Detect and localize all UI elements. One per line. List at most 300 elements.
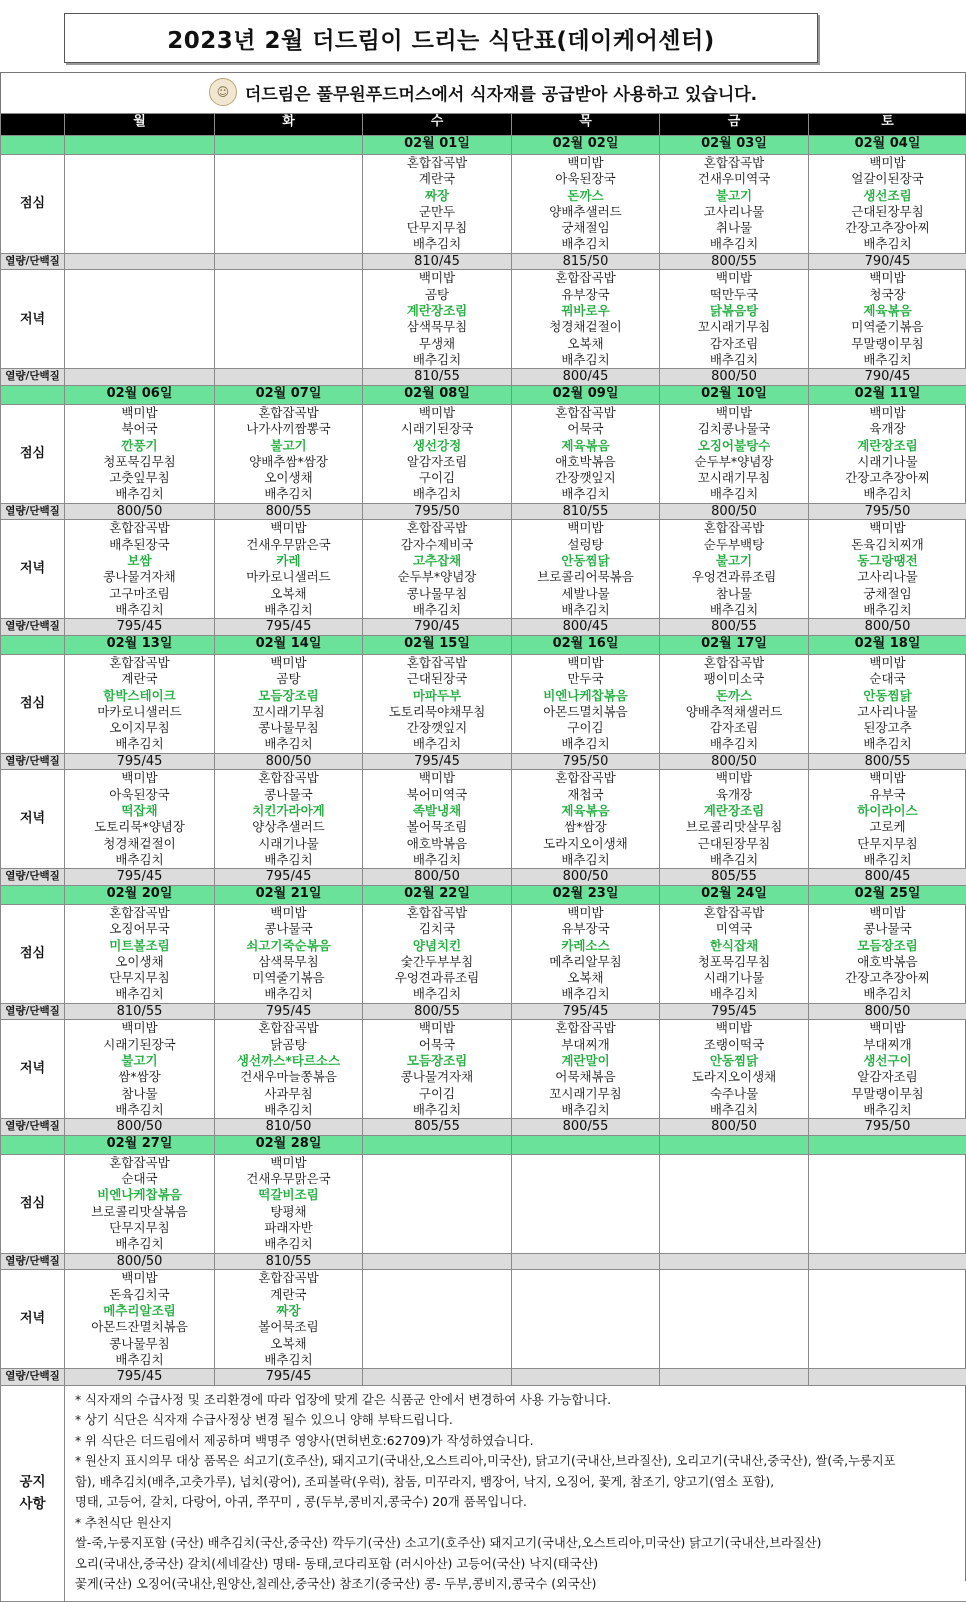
menu-item: 오복채 [512,336,659,352]
date-cell: 02월 06일 [65,385,215,404]
main-dish-item: 보쌈 [65,553,214,569]
menu-item: 애호박볶음 [363,836,511,852]
main-dish-item: 계란장조림 [809,438,966,454]
menu-item: 사과무침 [215,1086,362,1102]
nutrition-cell [660,1253,809,1270]
menu-item: 청국장 [809,287,966,303]
menu-item: 배추김치 [363,352,511,368]
menu-item: 백미밥 [660,770,808,786]
menu-item: 고사리나물 [809,704,966,720]
menu-item: 청경채겉절이 [65,836,214,852]
main-dish-item: 생선조림 [809,188,966,204]
date-cell [363,1135,512,1154]
menu-item: 숯간두부부침 [363,954,511,970]
dinner-cell [65,1270,215,1369]
menu-item: 배추김치 [512,986,659,1002]
nutrition-cell [512,1253,660,1270]
menu-item: 구이김 [363,1086,511,1102]
main-dish-item: 제육볶음 [512,438,659,454]
menu-item: 백미밥 [215,1155,362,1171]
menu-item: 시래기나물 [215,836,362,852]
menu-item: 쌈*쌈장 [65,1069,214,1085]
menu-item: 건새우무맑은국 [215,1171,362,1187]
menu-item: 구이김 [363,470,511,486]
menu-item: 간장고추장아찌 [809,220,966,236]
main-dish-item: 불고기 [660,553,808,569]
menu-item: 혼합잡곡밥 [215,770,362,786]
menu-item: 배추김치 [65,736,214,752]
menu-item: 콩나물무침 [215,720,362,736]
menu-item: 배추김치 [215,1352,362,1368]
dinner-cell [512,270,660,369]
menu-item: 파래자반 [215,1220,362,1236]
main-dish-item: 떡잡채 [65,803,214,819]
nutrition-cell: 810/55 [512,503,660,520]
nutrition-label: 열량/단백질 [1,369,65,386]
nutrition-row [1,869,966,886]
nutrition-cell: 800/55 [809,753,966,770]
lunch-cell [215,1154,363,1253]
lunch-cell [65,654,215,753]
main-dish-item: 떡갈비조림 [215,1187,362,1203]
menu-item: 배추김치 [512,236,659,252]
main-dish-item: 짜장 [363,188,511,204]
nutrition-cell: 800/50 [660,503,809,520]
day-header: 금 [660,114,809,136]
main-dish-item: 족발냉채 [363,803,511,819]
nutrition-cell: 790/45 [809,369,966,386]
lunch-row [1,904,966,1003]
notice-line: * 원산지 표시의무 대상 품목은 쇠고기(호주산), 돼지고기(국내산,오스트리아,미국산), 닭고기(국내산,브라질산), 오리고기(국내산,중국산), 쌀(죽,누룽지포 [65,1451,966,1472]
lunch-cell [809,404,966,503]
menu-item: 유부장국 [512,287,659,303]
menu-item: 백미밥 [65,1020,214,1036]
date-cell [660,1135,809,1154]
main-dish-item: 동그랑땡전 [809,553,966,569]
menu-item: 배추김치 [660,852,808,868]
nutrition-label: 열량/단백질 [1,1253,65,1270]
nutrition-cell: 795/45 [215,1003,363,1020]
menu-item: 혼합잡곡밥 [660,905,808,921]
main-dish-item: 계란장조림 [660,803,808,819]
dinner-cell [363,1020,512,1119]
dinner-cell [215,1270,363,1369]
date-cell: 02월 01일 [363,136,512,155]
menu-item: 혼합잡곡밥 [660,155,808,171]
menu-item: 양배추적채샐러드 [660,704,808,720]
menu-item: 배추김치 [65,486,214,502]
nutrition-cell: 800/50 [660,753,809,770]
nutrition-cell: 795/45 [660,1003,809,1020]
menu-item: 김치국 [363,921,511,937]
menu-item: 도라지오이생채 [512,836,659,852]
menu-item: 백미밥 [809,655,966,671]
menu-item: 감자조림 [660,720,808,736]
dinner-cell [512,520,660,619]
menu-item: 마카로니샐러드 [65,704,214,720]
menu-item: 고춧잎무침 [65,470,214,486]
menu-item: 순대국 [65,1171,214,1187]
date-row-blank [1,635,65,654]
main-dish-item: 안동찜닭 [660,1053,808,1069]
menu-item: 배추김치 [512,1102,659,1118]
nutrition-cell: 810/55 [363,369,512,386]
menu-item: 배추김치 [809,352,966,368]
menu-item: 근대된장무침 [809,204,966,220]
menu-item: 간장고추장아찌 [809,970,966,986]
menu-item: 궁채절임 [809,586,966,602]
menu-item: 백미밥 [660,405,808,421]
main-dish-item: 불고기 [65,1053,214,1069]
date-cell [809,1135,966,1154]
lunch-cell [215,904,363,1003]
menu-item: 미역국 [660,921,808,937]
day-header-blank [1,114,65,136]
nutrition-cell [512,1369,660,1386]
menu-item: 혼합잡곡밥 [512,270,659,286]
day-header: 목 [512,114,660,136]
main-dish-item: 오징어불탕수 [660,438,808,454]
menu-item: 백미밥 [512,155,659,171]
dinner-cell [363,1270,512,1369]
dinner-row [1,770,966,869]
dinner-cell [65,770,215,869]
menu-item: 곰탕 [215,671,362,687]
nutrition-cell: 800/50 [809,1003,966,1020]
date-cell: 02월 09일 [512,385,660,404]
lunch-cell [512,155,660,254]
main-dish-item: 꿔바로우 [512,303,659,319]
day-header: 토 [809,114,966,136]
dinner-row [1,520,966,619]
date-cell: 02월 15일 [363,635,512,654]
menu-item: 참나물 [65,1086,214,1102]
menu-item: 얼갈이된장국 [809,171,966,187]
notice-line: * 식자재의 수급사정 및 조리환경에 따라 업장에 맞게 같은 식품군 안에서 변경하여 사용 가능합니다. [65,1390,966,1411]
menu-item: 단무지무침 [809,836,966,852]
nutrition-label: 열량/단백질 [1,1369,65,1386]
menu-item: 우엉견과류조림 [660,569,808,585]
main-dish-item: 하이라이스 [809,803,966,819]
lunch-cell [363,155,512,254]
menu-item: 양상추샐러드 [215,819,362,835]
nutrition-cell: 800/55 [660,619,809,636]
main-dish-item: 비엔나케찹볶음 [512,688,659,704]
menu-item: 혼합잡곡밥 [65,905,214,921]
lunch-cell [65,155,215,254]
menu-item: 콩나물국 [215,921,362,937]
main-dish-item: 치킨가라아게 [215,803,362,819]
menu-item: 혼합잡곡밥 [660,520,808,536]
dinner-cell [215,520,363,619]
date-cell: 02월 22일 [363,885,512,904]
menu-item: 혼합잡곡밥 [215,1270,362,1286]
menu-item: 백미밥 [363,405,511,421]
menu-item: 된장고추 [809,720,966,736]
menu-item: 닭곰탕 [215,1037,362,1053]
menu-item: 혼합잡곡밥 [65,1155,214,1171]
menu-item: 김치콩나물국 [660,421,808,437]
nutrition-cell: 795/50 [363,503,512,520]
menu-item: 순두부백탕 [660,537,808,553]
date-cell: 02월 04일 [809,136,966,155]
menu-item: 배추김치 [65,852,214,868]
menu-item: 돈육김치국 [65,1287,214,1303]
date-cell [512,1135,660,1154]
dinner-cell [809,1020,966,1119]
main-dish-item: 양념치킨 [363,938,511,954]
lunch-cell [65,1154,215,1253]
nutrition-row [1,753,966,770]
notice-label-text: 공지 [19,1474,45,1490]
nutrition-label: 열량/단백질 [1,869,65,886]
menu-item: 청포묵김무침 [660,954,808,970]
nutrition-cell: 795/50 [512,753,660,770]
dinner-cell [809,1270,966,1369]
dinner-row [1,270,966,369]
nutrition-cell: 800/50 [65,1119,215,1136]
dinner-cell [660,270,809,369]
dinner-cell [809,270,966,369]
menu-item: 근대된장무침 [660,836,808,852]
menu-item: 백미밥 [215,905,362,921]
menu-item: 북어국 [65,421,214,437]
menu-item: 콩나물겨자채 [363,1069,511,1085]
dinner-label: 저녁 [1,520,65,619]
menu-item: 오징어무국 [65,921,214,937]
date-cell: 02월 27일 [65,1135,215,1154]
menu-item: 혼합잡곡밥 [65,520,214,536]
menu-item: 배추김치 [363,236,511,252]
menu-item: 미역줄기볶음 [809,319,966,335]
menu-item: 알감자조림 [363,454,511,470]
menu-item: 콩나물무침 [363,586,511,602]
menu-item: 감자수제비국 [363,537,511,553]
dinner-cell [660,1020,809,1119]
nutrition-row [1,1119,966,1136]
dinner-cell [65,270,215,369]
dinner-cell [660,770,809,869]
menu-item: 백미밥 [809,905,966,921]
menu-item: 오복채 [512,970,659,986]
menu-item: 계란국 [363,171,511,187]
main-dish-item: 미트볼조림 [65,938,214,954]
lunch-cell [660,1154,809,1253]
menu-item: 배추김치 [809,852,966,868]
nutrition-cell: 795/45 [215,1369,363,1386]
menu-item: 우엉견과류조림 [363,970,511,986]
menu-item: 배추김치 [660,736,808,752]
menu-item: 배추김치 [65,602,214,618]
menu-item: 배추김치 [512,736,659,752]
menu-item: 백미밥 [65,770,214,786]
nutrition-cell: 800/50 [65,503,215,520]
dinner-cell [215,1020,363,1119]
date-cell: 02월 11일 [809,385,966,404]
menu-item: 배추김치 [660,236,808,252]
nutrition-cell: 795/45 [215,619,363,636]
dinner-row [1,1020,966,1119]
nutrition-cell: 800/50 [809,619,966,636]
nutrition-cell: 800/50 [660,369,809,386]
menu-item: 순두부*양념장 [363,569,511,585]
menu-item: 고사리나물 [809,569,966,585]
dinner-cell [512,770,660,869]
notice-line: 꽃게(국산) 오징어(국내산,원양산,칠레산,중국산) 참조기(중국산) 콩- 두부,콩비지,콩국수 (외국산) [65,1574,966,1595]
nutrition-cell: 800/50 [660,1119,809,1136]
nutrition-cell [809,1369,966,1386]
nutrition-cell [660,1369,809,1386]
menu-item: 시래기나물 [660,970,808,986]
nutrition-cell: 795/45 [363,753,512,770]
menu-item: 떡만두국 [660,287,808,303]
nutrition-cell: 800/50 [215,753,363,770]
menu-item: 재첩국 [512,787,659,803]
menu-item: 어묵채볶음 [512,1069,659,1085]
menu-item: 배추김치 [363,986,511,1002]
main-dish-item: 제육볶음 [809,303,966,319]
main-dish-item: 모듬장조림 [363,1053,511,1069]
nutrition-cell: 800/50 [363,869,512,886]
lunch-cell [809,654,966,753]
menu-item: 무생채 [363,336,511,352]
menu-item: 백미밥 [809,405,966,421]
menu-item: 아몬드잔멸치볶음 [65,1319,214,1335]
menu-item: 조랭이떡국 [660,1037,808,1053]
notice-line: 명태, 고등어, 갈치, 다랑어, 아귀, 쭈꾸미 , 콩(두부,콩비지,콩국수) 20개 품목입니다. [65,1492,966,1513]
main-dish-item: 함박스테이크 [65,688,214,704]
dinner-cell [809,520,966,619]
menu-item: 미역줄기볶음 [215,970,362,986]
menu-item: 순두부*양념장 [660,454,808,470]
subtitle-bar [0,72,966,112]
nutrition-cell [363,1369,512,1386]
menu-item: 배추김치 [512,352,659,368]
menu-item: 백미밥 [809,520,966,536]
main-dish-item: 메추리알조림 [65,1303,214,1319]
menu-item: 청포묵김무침 [65,454,214,470]
menu-item: 배추김치 [512,852,659,868]
menu-item: 마카로니샐러드 [215,569,362,585]
date-row-blank [1,1135,65,1154]
menu-item: 혼합잡곡밥 [363,520,511,536]
menu-item: 혼합잡곡밥 [512,405,659,421]
main-dish-item: 카레 [215,553,362,569]
menu-item: 꼬시래기무침 [215,704,362,720]
menu-item: 간장고추장아찌 [809,470,966,486]
menu-item: 배추김치 [809,1102,966,1118]
menu-item: 고로케 [809,819,966,835]
menu-item: 배추김치 [809,486,966,502]
menu-item: 유부장국 [512,921,659,937]
menu-item: 삼색묵무침 [363,319,511,335]
chef-character-icon: ☺ [209,78,237,106]
notice-label-text: 사항 [19,1496,45,1512]
main-dish-item: 생선까스*타르소스 [215,1053,362,1069]
nutrition-row [1,1003,966,1020]
dinner-cell [363,770,512,869]
main-dish-item: 짜장 [215,1303,362,1319]
menu-item: 백미밥 [660,1020,808,1036]
main-dish-item: 마파두부 [363,688,511,704]
menu-item: 배추김치 [215,736,362,752]
date-cell: 02월 13일 [65,635,215,654]
menu-item: 아욱된장국 [65,787,214,803]
nutrition-cell: 800/55 [512,1119,660,1136]
dinner-cell [809,770,966,869]
day-header: 수 [363,114,512,136]
lunch-label: 점심 [1,404,65,503]
nutrition-cell: 805/55 [363,1119,512,1136]
menu-item: 배추김치 [512,486,659,502]
date-cell: 02월 21일 [215,885,363,904]
date-cell [65,136,215,155]
menu-item: 배추김치 [809,236,966,252]
dinner-cell [363,270,512,369]
menu-item: 단무지무침 [65,970,214,986]
menu-item: 혼합잡곡밥 [215,405,362,421]
dinner-cell [363,520,512,619]
lunch-label: 점심 [1,904,65,1003]
menu-item: 배추김치 [363,852,511,868]
menu-item: 메추리알무침 [512,954,659,970]
menu-item: 고구마조림 [65,586,214,602]
date-cell: 02월 18일 [809,635,966,654]
date-cell: 02월 03일 [660,136,809,155]
notice-line: 함), 배추김치(배추,고춧가루), 넙치(광어), 조피볼락(우럭), 참돔, 미꾸라지, 뱀장어, 낙지, 오징어, 꽃게, 참조기, 양고기(염소 포함), [65,1472,966,1493]
dinner-label: 저녁 [1,770,65,869]
dinner-cell [65,520,215,619]
notice-line: * 추천식단 원산지 [65,1513,966,1534]
nutrition-row [1,503,966,520]
menu-item: 백미밥 [809,155,966,171]
nutrition-cell: 795/50 [809,1119,966,1136]
menu-item: 애호박볶음 [809,954,966,970]
menu-item: 시래기된장국 [65,1037,214,1053]
menu-item: 순대국 [809,671,966,687]
date-row [1,136,966,155]
lunch-cell [215,654,363,753]
menu-item: 오이생채 [65,954,214,970]
nutrition-cell: 790/45 [809,253,966,270]
date-cell: 02월 07일 [215,385,363,404]
dinner-label: 저녁 [1,1270,65,1369]
menu-item: 배추김치 [809,986,966,1002]
menu-item: 쌈*쌈장 [512,819,659,835]
menu-item: 백미밥 [512,655,659,671]
nutrition-label: 열량/단백질 [1,753,65,770]
menu-item: 꼬시래기무침 [512,1086,659,1102]
menu-item: 간장깻잎지 [363,720,511,736]
menu-item: 백미밥 [660,270,808,286]
menu-item: 알감자조림 [809,1069,966,1085]
lunch-cell [660,654,809,753]
menu-item: 브로콜리어묵볶음 [512,569,659,585]
nutrition-row [1,1369,966,1386]
menu-item: 애호박볶음 [512,454,659,470]
main-dish-item: 카레소스 [512,938,659,954]
menu-item: 도토리묵*양념장 [65,819,214,835]
menu-item: 혼합잡곡밥 [512,770,659,786]
menu-item: 시래기나물 [809,454,966,470]
lunch-row [1,654,966,753]
nutrition-cell: 795/50 [809,503,966,520]
main-dish-item: 비엔나케찹볶음 [65,1187,214,1203]
menu-item: 도토리묵야채무침 [363,704,511,720]
nutrition-cell [65,369,215,386]
nutrition-cell: 790/45 [363,619,512,636]
lunch-cell [809,155,966,254]
